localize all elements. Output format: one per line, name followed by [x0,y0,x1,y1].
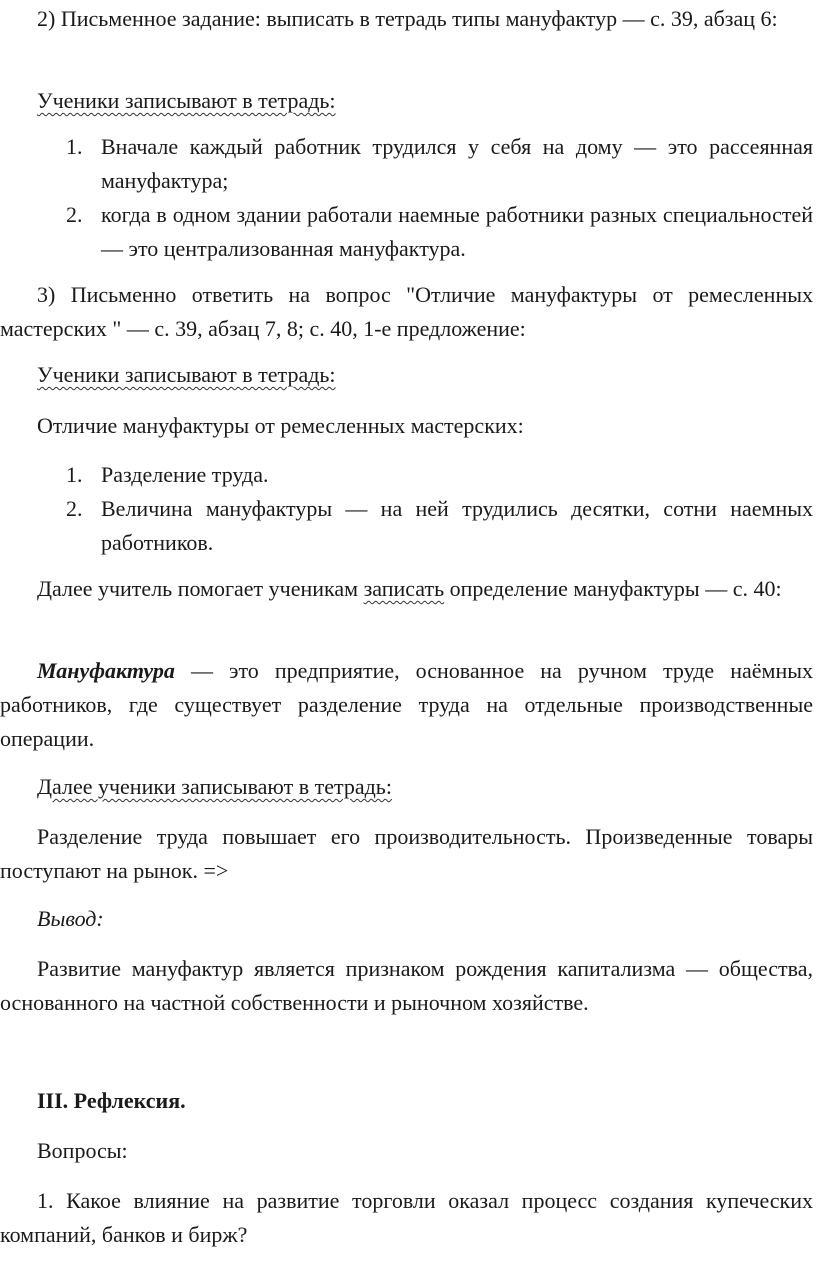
difference-list [0,458,813,560]
list-text: Величина мануфактуры — на ней трудились десятки, сотни наемных работников. [101,496,813,555]
subheading-text: Ученики записывают в тетрадь: [37,88,336,113]
subheading-students-write-2 [0,358,813,392]
list-number: 2. [66,202,83,227]
definition-text: — это предприятие, основанное на ручном труде наёмных работников, где существует разделение труда на отдельные производственные операции. [0,658,813,751]
list-text: Вначале каждый работник трудился у себя на дому — это рассеянная мануфактура; [101,134,813,193]
question-1: 1. Какое влияние на развитие торговли оказал процесс создания купеческих компаний, банков и бирж? [0,1188,813,1247]
text-part: Далее учитель помогает ученикам [37,576,364,601]
subheading-text: Далее ученики записывают в тетрадь: [37,774,392,799]
paragraph-definition [0,654,813,756]
list-item [0,130,813,198]
paragraph-task-3: 3) Письменно ответить на вопрос "Отличие мануфактуры от ремесленных мастерских " — с. 39, абзац 7, 8; с. 40, 1-е предложение: [0,282,813,341]
list-number: 2. [66,496,83,521]
subheading-students-write-3 [0,770,813,804]
manufactory-types-list [0,130,813,266]
list-item [0,458,813,492]
definition-term: Мануфактура [37,658,175,683]
section-heading-reflection [0,1084,813,1118]
subheading-text: Ученики записывают в тетрадь: [37,362,336,387]
questions-label: Вопросы: [37,1138,128,1163]
paragraph-difference-title: Отличие мануфактуры от ремесленных мастерских: [37,413,524,438]
list-text: Разделение труда. [101,462,269,487]
paragraph-teacher-helps [0,572,813,606]
paragraph-conclusion: Развитие мануфактур является признаком рождения капитализма — общества, основанного на частной собственности и рыночном хозяйстве. [0,956,813,1015]
list-number: 1. [66,462,83,487]
list-item [0,198,813,266]
paragraph-task-2: 2) Письменное задание: выписать в тетрадь типы мануфактур — с. 39, абзац 6: [37,6,778,31]
paragraph-division-of-labor: Разделение труда повышает его производительность. Произведенные товары поступают на рынок. => [0,824,813,883]
conclusion-label-text: Вывод: [37,906,104,931]
text-part: определение мануфактуры — с. 40: [444,576,782,601]
list-number: 1. [66,134,83,159]
section-heading-text: III. Рефлексия. [37,1088,186,1113]
link-write: записать [363,576,445,601]
subheading-students-write-1 [0,84,813,118]
conclusion-label [0,902,813,936]
list-text: когда в одном здании работали наемные работники разных специальностей — это централизованная мануфактура. [101,202,813,261]
list-item [0,492,813,560]
